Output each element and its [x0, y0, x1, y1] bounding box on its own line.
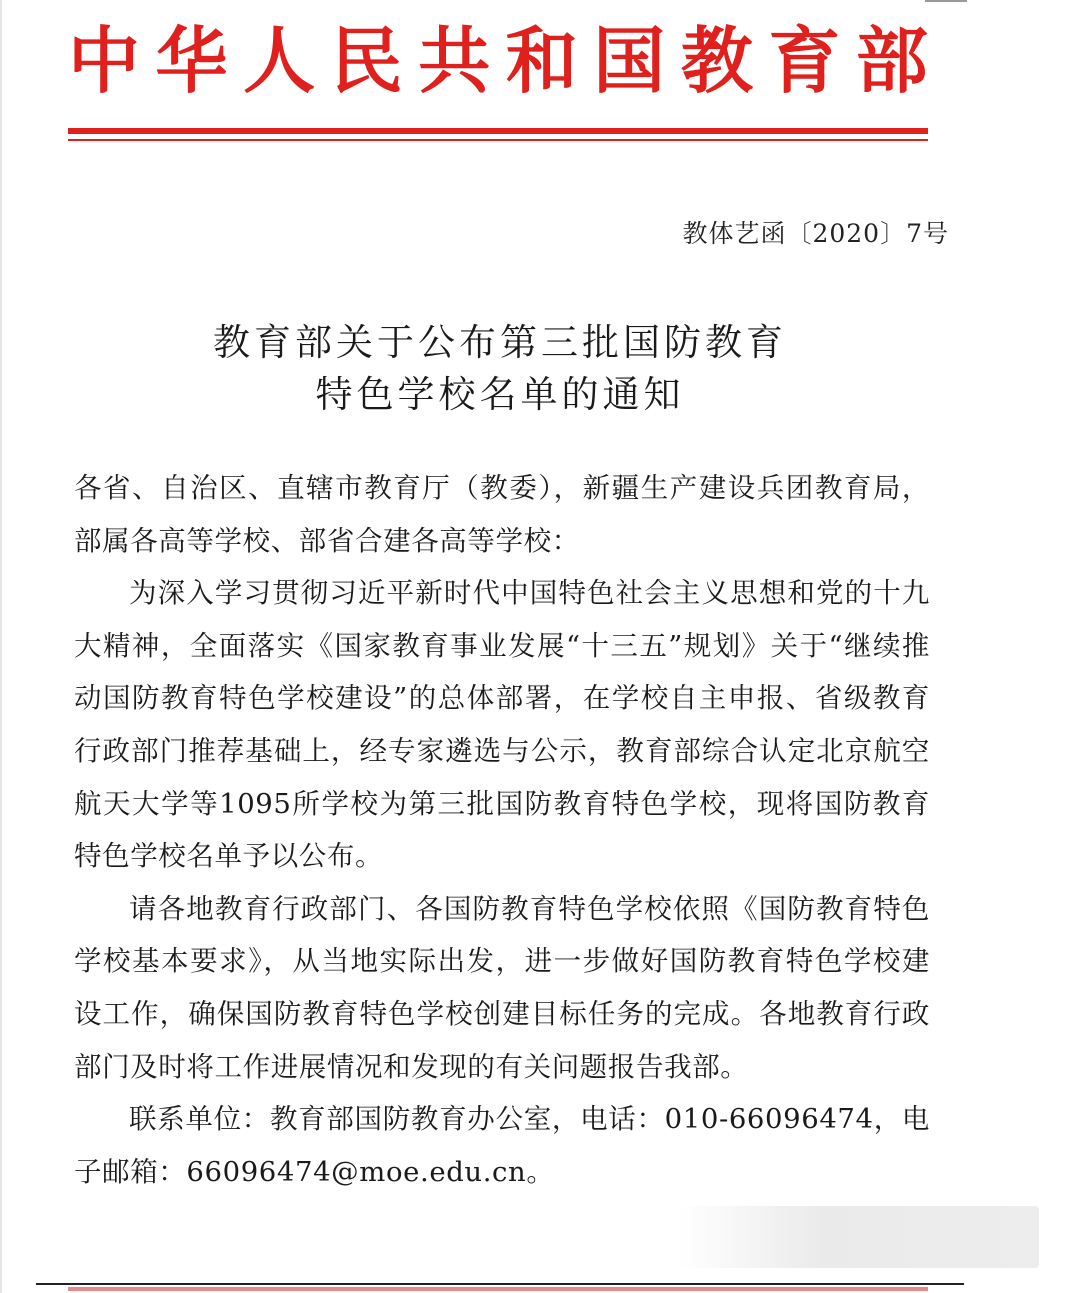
masthead-red-rule-thick [68, 128, 928, 134]
masthead-char: 和 [505, 19, 578, 103]
masthead-char: 中 [68, 19, 141, 103]
addressee: 各省、自治区、直辖市教育厅（教委），新疆生产建设兵团教育局，部属各高等学校、部省合建各高等学校： [74, 472, 930, 557]
masthead-red-rule-thin [68, 139, 928, 141]
masthead-char: 共 [418, 19, 491, 103]
paragraph-2: 请各地教育行政部门、各国防教育特色学校依照《国防教育特色学校基本要求》，从当地实际出发，进一步做好国防教育特色学校建设工作，确保国防教育特色学校创建目标任务的完成。各地教育行政部门及时将工作进展情况和发现的有关问题报告我部。 [74, 892, 930, 1083]
scan-corner-mark [925, 0, 967, 2]
bottom-rule [36, 1283, 964, 1285]
masthead-char: 华 [155, 19, 228, 103]
masthead-title [68, 18, 928, 104]
masthead-char: 民 [330, 19, 403, 103]
document-title-line1: 教育部关于公布第三批国防教育 [213, 321, 787, 364]
masthead-char: 人 [243, 19, 316, 103]
scan-smudge [679, 1206, 1039, 1268]
masthead-char: 国 [593, 19, 666, 103]
document-number: 教体艺函〔2020〕7号 [682, 219, 949, 248]
contact-info: 联系单位：教育部国防教育办公室，电话：010-66096474，电子邮箱：66096474@moe.edu.cn。 [74, 1103, 930, 1188]
masthead-char: 部 [855, 19, 928, 103]
masthead-char: 教 [680, 19, 753, 103]
document-body [74, 462, 930, 1198]
bottom-red-rule [68, 1287, 928, 1291]
document-title-line2: 特色学校名单的通知 [315, 373, 685, 416]
page-left-edge [0, 0, 2, 1293]
paragraph-1: 为深入学习贯彻习近平新时代中国特色社会主义思想和党的十九大精神，全面落实《国家教育事业发展“十三五”规划》关于“继续推动国防教育特色学校建设”的总体部署，在学校自主申报、省级教育行政部门推荐基础上，经专家遴选与公示，教育部综合认定北京航空航天大学等1095所学校为第三批国防教育特色学校，现将国防教育特色学校名单予以公布。 [74, 577, 930, 873]
masthead-char: 育 [768, 19, 841, 103]
